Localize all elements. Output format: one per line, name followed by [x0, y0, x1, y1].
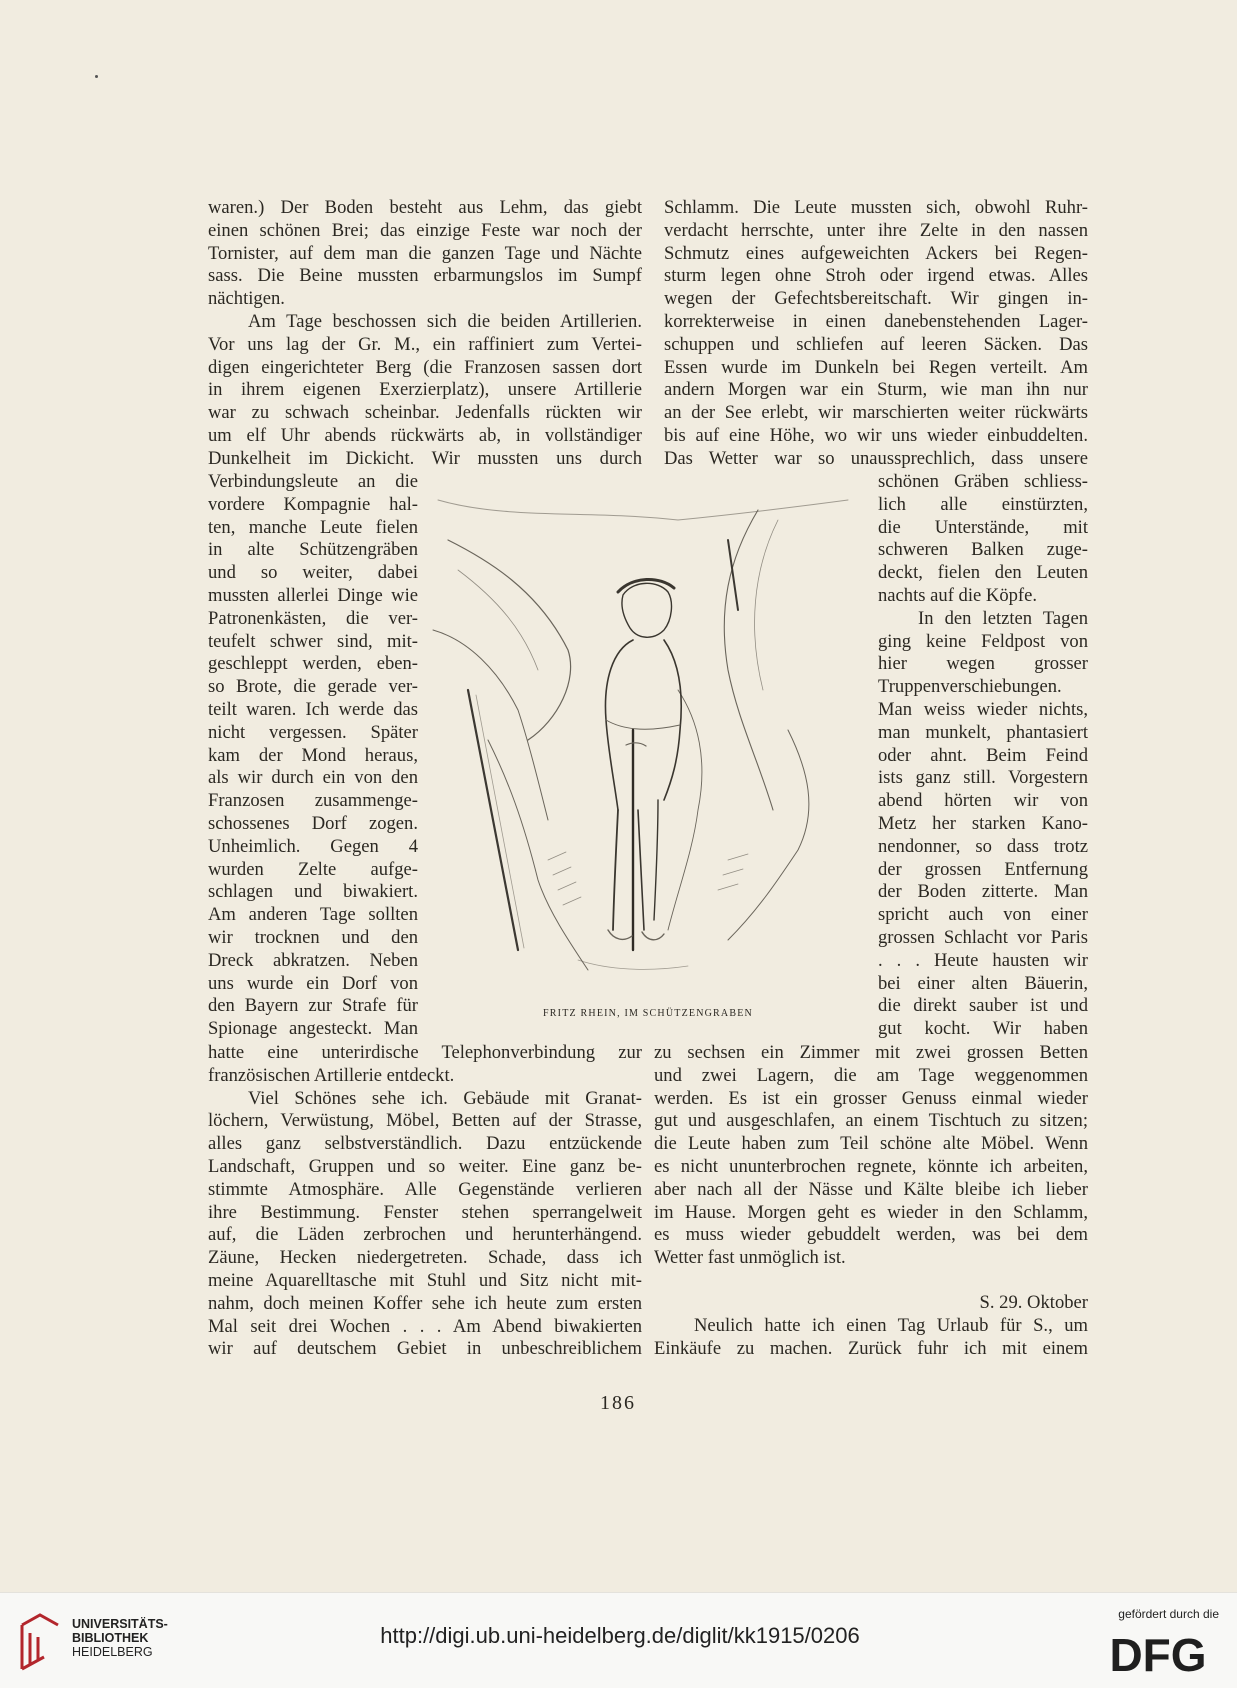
- right-column-top: [664, 197, 1088, 471]
- text-line: wurden Zelte aufge-: [208, 858, 418, 880]
- text-line: geschleppt werden, eben-: [208, 653, 418, 675]
- text-line: und so weiter, dabei: [208, 562, 418, 584]
- text-line: Neulich hatte ich einen Tag Urlaub für S., um: [694, 1314, 1088, 1336]
- text-line: es nicht ununterbrochen regnete, könnte ich arbeiten,: [654, 1155, 1088, 1177]
- text-line: Essen wurde im Dunkeln bei Regen verteilt. Am: [664, 356, 1088, 378]
- text-line: vordere Kompagnie hal-: [208, 493, 418, 515]
- text-line: stimmte Atmosphäre. Alle Gegenstände verlieren: [208, 1178, 642, 1200]
- text-line: verdacht herrschte, unter ihre Zelte in den nassen: [664, 219, 1088, 241]
- text-line: an der See erlebt, wir marschierten weiter rückwärts: [664, 402, 1088, 424]
- text-line: teilt waren. Ich werde das: [208, 698, 418, 720]
- text-line: nachts auf die Köpfe.: [878, 584, 1038, 606]
- text-line: . . . Heute hausten wir: [878, 949, 1088, 971]
- text-line: nicht vergessen. Später: [208, 721, 418, 743]
- text-line: in alte Schützengräben: [208, 539, 418, 561]
- text-line: es muss wieder gebuddelt werden, was bei dem: [654, 1224, 1088, 1246]
- text-line: die direkt sauber ist und: [878, 995, 1088, 1017]
- text-line: Wetter fast unmöglich ist.: [654, 1247, 846, 1269]
- text-line: löchern, Verwüstung, Möbel, Betten auf der Strasse,: [208, 1110, 642, 1132]
- text-line: schweren Balken zuge-: [878, 539, 1088, 561]
- text-line: Spionage angesteckt. Man: [208, 1018, 418, 1040]
- text-line: digen eingerichteter Berg (die Franzosen sassen dort: [208, 356, 642, 378]
- text-line: nahm, doch meinen Koffer sehe ich heute zum ersten: [208, 1292, 642, 1314]
- text-line: werden. Es ist ein grosser Genuss einmal wieder: [654, 1087, 1088, 1109]
- text-line: der grossen Entfernung: [878, 858, 1088, 880]
- library-name-line: UNIVERSITÄTS-: [72, 1617, 168, 1631]
- text-line: in ihrem eigenen Exerzierplatz), unsere Artillerie: [208, 379, 642, 401]
- text-line: hatte eine unterirdische Telephonverbindung zur: [208, 1042, 642, 1063]
- text-line: wegen der Gefechtsbereitschaft. Wir gingen in-: [664, 288, 1088, 310]
- text-line: war zu schwach scheinbar. Jedenfalls rückten wir: [208, 402, 642, 424]
- text-line: schossenes Dorf zogen.: [208, 812, 418, 834]
- text-line: Einkäufe zu machen. Zurück fuhr ich mit einem: [654, 1337, 1088, 1359]
- text-line: die Unterstände, mit: [878, 516, 1088, 538]
- text-line: grossen Schlacht vor Paris: [878, 926, 1088, 948]
- text-line: ten, manche Leute fielen: [208, 516, 418, 538]
- text-line: Am Tage beschossen sich die beiden Artillerien.: [248, 310, 642, 332]
- text-line: die Leute haben zum Teil schöne alte Möbel. Wenn: [654, 1133, 1088, 1155]
- text-line: teufelt schwer sind, mit-: [208, 630, 418, 652]
- text-line: der Boden zitterte. Man: [878, 881, 1088, 903]
- text-line: Tornister, auf dem man die ganzen Tage und Nächte: [208, 242, 642, 264]
- text-line: um elf Uhr abends rückwärts ab, in vollständiger: [208, 424, 642, 446]
- dfg-logo-icon[interactable]: [1099, 1631, 1217, 1675]
- viewer-footer: [0, 1592, 1237, 1688]
- text-line: bis auf eine Höhe, wo wir uns wieder einbuddelten.: [664, 424, 1088, 446]
- text-line: Truppenverschiebungen.: [878, 676, 1062, 698]
- text-line: schlagen und biwakiert.: [208, 881, 418, 903]
- text-line: aber nach all der Nässe und Kälte bleibe ich lieber: [654, 1178, 1088, 1200]
- text-line: Verbindungsleute an die: [208, 471, 418, 492]
- trench-illustration: [428, 480, 868, 990]
- left-column-top: [208, 197, 642, 471]
- text-line: abend hörten wir von: [878, 790, 1088, 812]
- text-line: Patronenkästen, die ver-: [208, 607, 418, 629]
- text-line: Unheimlich. Gegen 4: [208, 835, 418, 857]
- text-line: spricht auch von einer: [878, 904, 1088, 926]
- text-line: bei einer alten Bäuerin,: [878, 972, 1088, 994]
- page-number: 186: [600, 1392, 636, 1414]
- text-line: als wir durch ein von den: [208, 767, 418, 789]
- text-line: meine Aquarelltasche mit Stuhl und Sitz nicht mit-: [208, 1269, 642, 1291]
- text-line: kam der Mond heraus,: [208, 744, 418, 766]
- text-line: nächtigen.: [208, 288, 285, 310]
- closing-paragraph: [654, 1315, 1088, 1361]
- text-line: auf, die Läden zerbrochen und herunterhängend.: [208, 1224, 642, 1246]
- text-line: Dunkelheit im Dickicht. Wir mussten uns durch: [208, 447, 642, 469]
- text-line: wir trocknen und den: [208, 926, 418, 948]
- dateline: S. 29. Oktober: [979, 1291, 1088, 1313]
- text-line: mussten allerlei Dinge wie: [208, 584, 418, 606]
- text-line: so Brote, die gerade ver-: [208, 676, 418, 698]
- text-line: ihre Bestimmung. Fenster stehen sperrangelweit: [208, 1201, 642, 1223]
- text-line: Man weiss wieder nichts,: [878, 698, 1088, 720]
- right-column-bottom-body: [654, 1042, 1088, 1270]
- text-line: Viel Schönes sehe ich. Gebäude mit Granat-: [248, 1087, 642, 1109]
- text-line: Zäune, Hecken niedergetreten. Schade, dass ich: [208, 1247, 642, 1269]
- library-name[interactable]: [72, 1617, 168, 1659]
- text-line: man munkelt, phantasiert: [878, 721, 1088, 743]
- text-line: einen schönen Brei; das einzige Feste war noch der: [208, 219, 642, 241]
- left-column-narrow: [208, 471, 418, 1041]
- text-line: In den letzten Tagen: [918, 607, 1088, 629]
- funder-name: DFG: [1109, 1631, 1207, 1675]
- text-line: ists ganz still. Vorgestern: [878, 767, 1088, 789]
- scan-speck: [95, 75, 98, 78]
- text-line: andern Morgen war ein Sturm, wie man ihn nur: [664, 379, 1088, 401]
- text-line: deckt, fielen den Leuten: [878, 562, 1088, 584]
- text-line: alles ganz selbstverständlich. Dazu entzückende: [208, 1133, 642, 1155]
- text-line: oder ahnt. Beim Feind: [878, 744, 1088, 766]
- text-line: schönen Gräben schliess-: [878, 471, 1088, 492]
- library-name-line: BIBLIOTHEK: [72, 1631, 149, 1645]
- text-line: Am anderen Tage sollten: [208, 904, 418, 926]
- permalink-url[interactable]: http://digi.ub.uni-heidelberg.de/diglit/kk1915/0206: [380, 1623, 860, 1648]
- text-line: den Bayern zur Strafe für: [208, 995, 418, 1017]
- text-line: sass. Die Beine mussten erbarmungslos im Sumpf: [208, 265, 642, 287]
- text-line: hier wegen grosser: [878, 653, 1088, 675]
- text-line: Schlamm. Die Leute mussten sich, obwohl Ruhr-: [664, 197, 1088, 218]
- text-line: gut kocht. Wir haben: [878, 1018, 1088, 1040]
- left-column-bottom: [208, 1042, 642, 1361]
- illustration-caption: FRITZ RHEIN, IM SCHÜTZENGRABEN: [543, 1008, 753, 1019]
- ub-heidelberg-logo-icon[interactable]: [14, 1611, 64, 1675]
- text-line: Mal seit drei Wochen . . . Am Abend biwakierten: [208, 1315, 642, 1337]
- text-line: zu sechsen ein Zimmer mit zwei grossen Betten: [654, 1042, 1088, 1063]
- text-line: wir auf deutschem Gebiet in unbeschreiblichem: [208, 1338, 642, 1360]
- text-line: Dreck abkratzen. Neben: [208, 949, 418, 971]
- library-name-line: HEIDELBERG: [72, 1645, 153, 1659]
- text-line: Das Wetter war so unaussprechlich, dass unsere: [664, 447, 1088, 469]
- text-line: nendonner, so dass trotz: [878, 835, 1088, 857]
- text-line: im Hause. Morgen geht es wieder in den Schlamm,: [654, 1201, 1088, 1223]
- text-line: gut und ausgeschlafen, an einem Tischtuch zu sitzen;: [654, 1110, 1088, 1132]
- text-line: Schmutz eines aufgeweichten Ackers bei Regen-: [664, 242, 1088, 264]
- text-line: ging keine Feldpost von: [878, 630, 1088, 652]
- text-line: korrekterweise in einen danebenstehenden Lager-: [664, 310, 1088, 332]
- text-line: und zwei Lagern, die am Tage weggenommen: [654, 1064, 1088, 1086]
- text-line: Franzosen zusammenge-: [208, 790, 418, 812]
- text-line: uns wurde ein Dorf von: [208, 972, 418, 994]
- text-line: schuppen und schliefen auf leeren Säcken. Das: [664, 333, 1088, 355]
- text-line: Metz her starken Kano-: [878, 812, 1088, 834]
- right-column-narrow: [878, 471, 1088, 1041]
- text-line: waren.) Der Boden besteht aus Lehm, das giebt: [208, 197, 642, 218]
- text-line: lich alle einstürzten,: [878, 493, 1088, 515]
- right-column-bottom: [654, 1042, 1088, 1360]
- text-line: französischen Artillerie entdeckt.: [208, 1064, 455, 1086]
- text-line: Landschaft, Gruppen und so weiter. Eine ganz be-: [208, 1155, 642, 1177]
- text-line: sturm legen ohne Stroh oder irgend etwas. Alles: [664, 265, 1088, 287]
- funded-by-label: gefördert durch die: [1118, 1607, 1219, 1621]
- text-line: Vor uns lag der Gr. M., ein raffiniert zum Vertei-: [208, 333, 642, 355]
